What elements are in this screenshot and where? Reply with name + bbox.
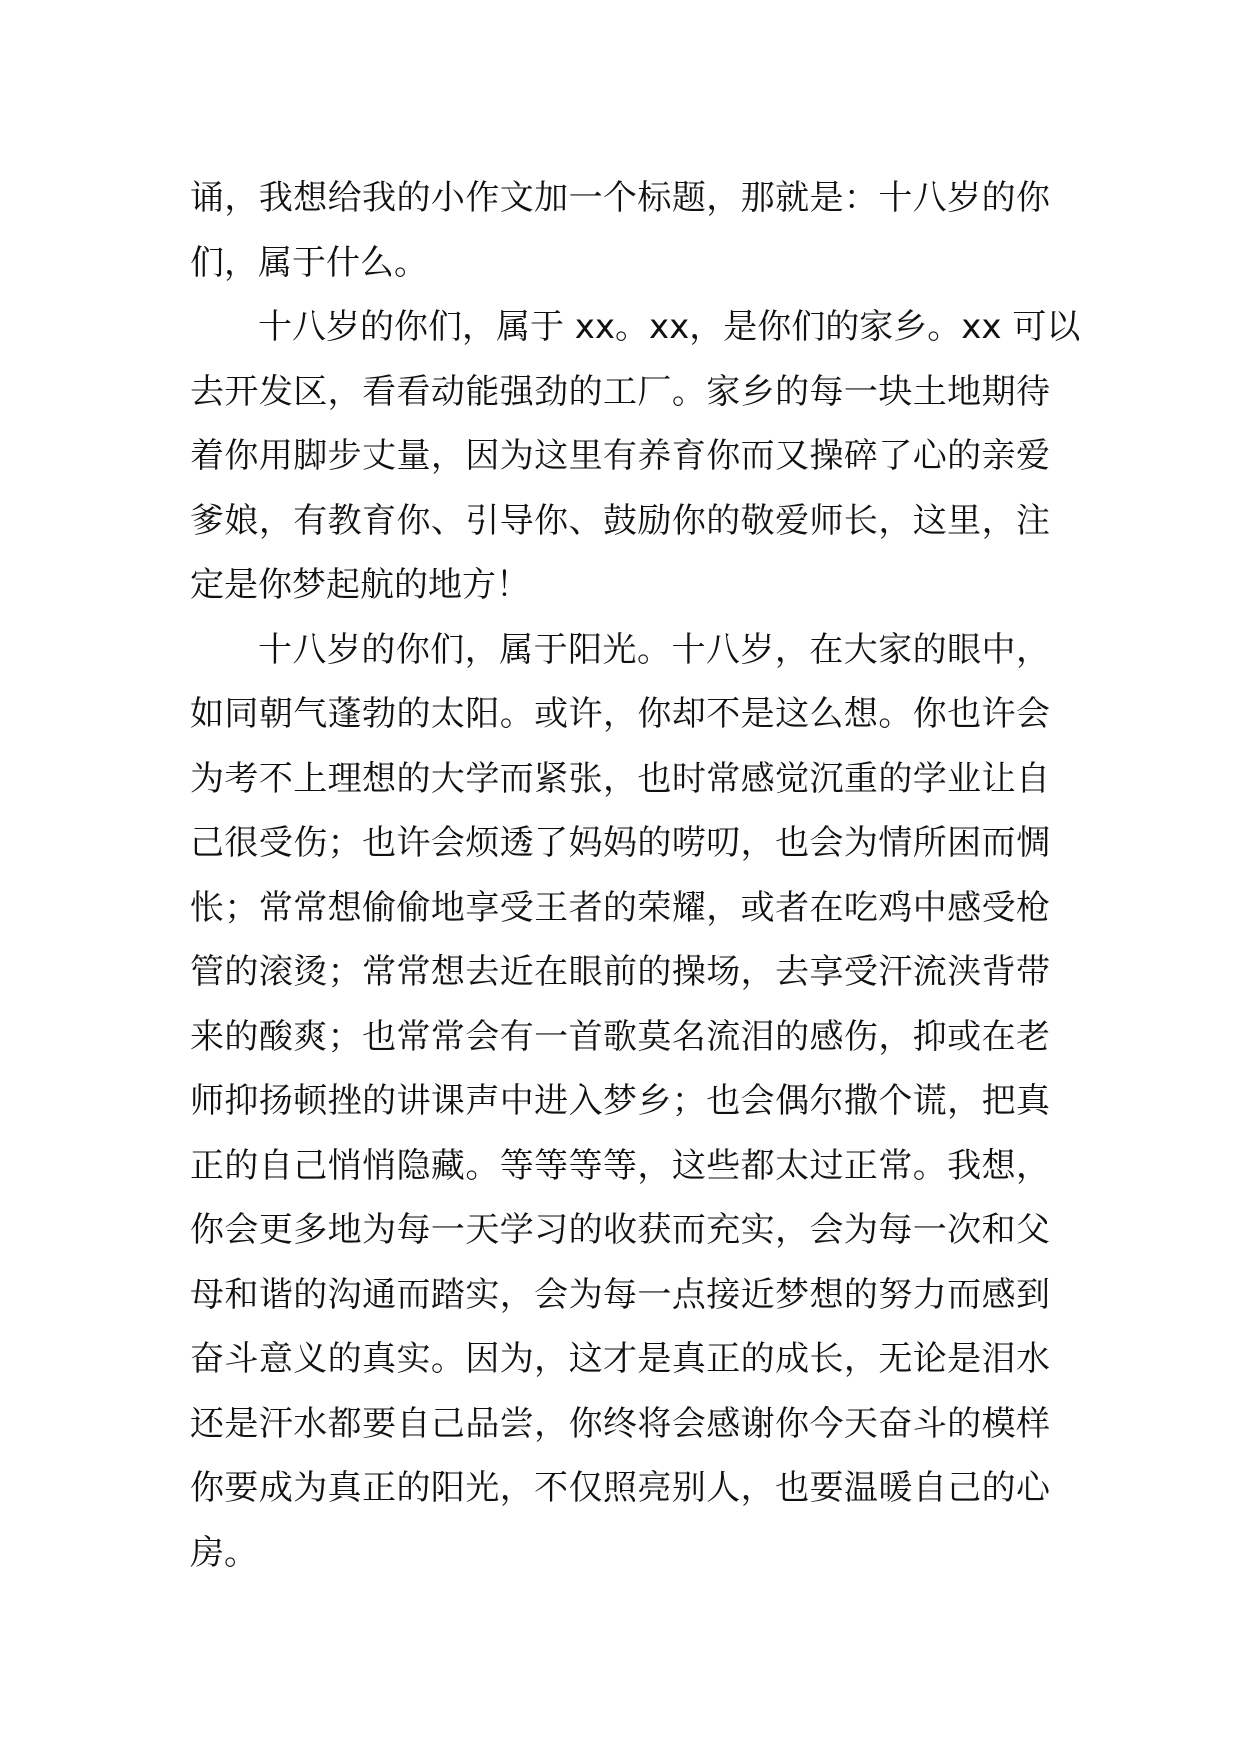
- text-line: 管的滚烫；常常想去近在眼前的操场，去享受汗流浃背带: [190, 952, 1050, 992]
- text-line: 你要成为真正的阳光，不仅照亮别人，也要温暖自己的心: [190, 1468, 1050, 1508]
- text-line: 房。: [190, 1532, 258, 1573]
- text-line: 怅；常常想偷偷地享受王者的荣耀，或者在吃鸡中感受枪: [190, 887, 1050, 928]
- text-line: 来的酸爽；也常常会有一首歌莫名流泪的感伤，抑或在老: [190, 1016, 1050, 1057]
- document-body: [190, 166, 1081, 1585]
- text-line: 还是汗水都要自己品尝，你终将会感谢你今天奋斗的模样: [190, 1403, 1050, 1444]
- paragraph-3: [190, 618, 1050, 1586]
- text-line: 十八岁的你们，属于 xx。xx，是你们的家乡。xx 可以: [258, 307, 1081, 347]
- text-line: 诵，我想给我的小作文加一个标题，那就是：十八岁的你: [190, 178, 1050, 218]
- text-line: 着你用脚步丈量，因为这里有养育你而又操碎了心的亲爱: [190, 436, 1050, 476]
- paragraph-2: [190, 295, 1081, 618]
- text-line: 十八岁的你们，属于阳光。十八岁，在大家的眼中，: [258, 629, 1050, 670]
- text-line: 为考不上理想的大学而紧张，也时常感觉沉重的学业让自: [190, 758, 1050, 799]
- text-line: 奋斗意义的真实。因为，这才是真正的成长，无论是泪水: [190, 1339, 1050, 1379]
- text-line: 如同朝气蓬勃的太阳。或许，你却不是这么想。你也许会: [190, 694, 1050, 734]
- text-line: 母和谐的沟通而踏实，会为每一点接近梦想的努力而感到: [190, 1274, 1050, 1315]
- text-line: 你会更多地为每一天学习的收获而充实，会为每一次和父: [190, 1210, 1050, 1250]
- text-line: 师抑扬顿挫的讲课声中进入梦乡；也会偶尔撒个谎，把真: [190, 1081, 1050, 1121]
- text-line: 去开发区，看看动能强劲的工厂。家乡的每一块土地期待: [190, 371, 1050, 412]
- text-line: 定是你梦起航的地方！: [190, 565, 530, 605]
- paragraph-1: [190, 166, 1050, 295]
- text-line: 们，属于什么。: [190, 242, 428, 283]
- text-line: 己很受伤；也许会烦透了妈妈的唠叨，也会为情所困而惆: [190, 823, 1050, 863]
- text-line: 正的自己悄悄隐藏。等等等等，这些都太过正常。我想，: [190, 1145, 1050, 1186]
- text-line: 爹娘，有教育你、引导你、鼓励你的敬爱师长，这里，注: [190, 500, 1050, 541]
